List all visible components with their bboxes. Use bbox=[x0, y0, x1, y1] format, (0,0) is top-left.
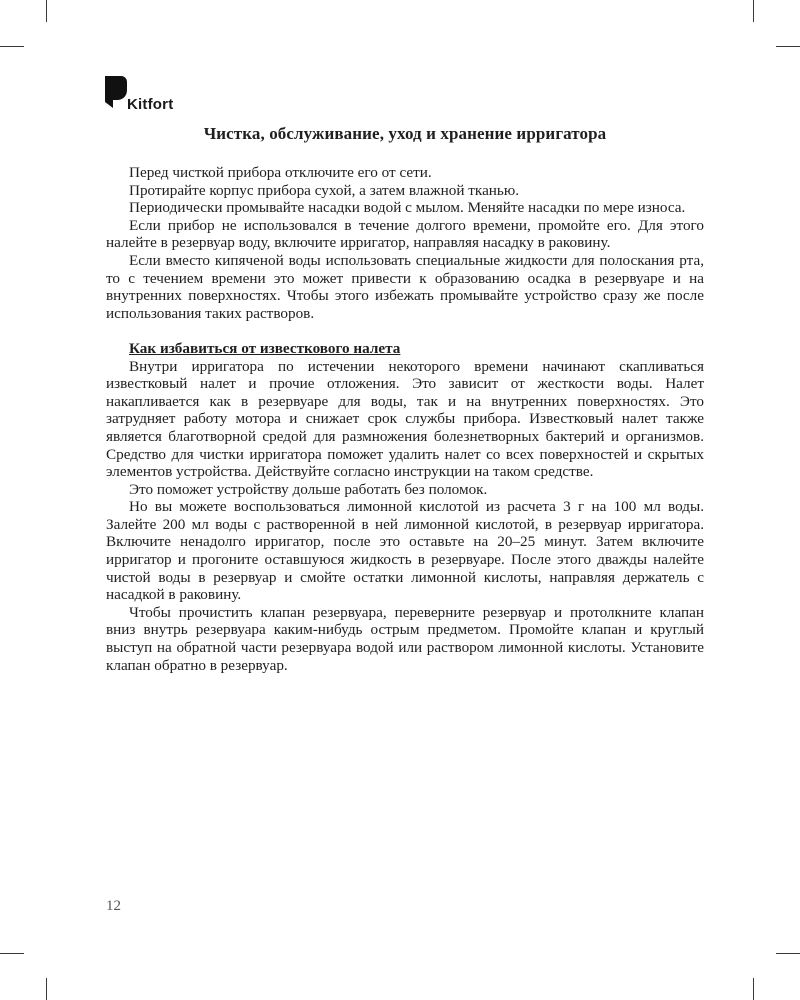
crop-mark bbox=[0, 953, 24, 954]
paragraph: Перед чисткой прибора отключите его от сети. bbox=[129, 164, 432, 181]
paragraph: Если прибор не использовался в течение долгого времени, промойте его. Для этого налейте в резервуар воду, включите ирригатор, направляя насадку в раковину. bbox=[106, 216, 704, 252]
crop-mark bbox=[776, 46, 800, 47]
crop-mark bbox=[46, 978, 47, 1000]
page-title: Чистка, обслуживание, уход и хранение ирригатора bbox=[203, 124, 607, 143]
kitfort-logo-icon bbox=[105, 76, 127, 110]
page-number: 12 bbox=[106, 898, 121, 914]
paragraph: Но вы можете воспользоваться лимонной кислотой из расчета 3 г на 100 мл воды. Залейте 200 мл воды с растворенной в ней лимонной кислотой, в резервуар ирригатора. Включите ненадолго ирригатор, после это оставьте на 20–25 минут. Затем включите ирригатор и прогоните оставшуюся жидкость в резервуаре. После этого дважды налейте чистой воды в резервуар и смойте остатки лимонной кислоты, направляя держатель с насадкой в раковину. bbox=[106, 498, 704, 604]
crop-mark bbox=[753, 0, 754, 22]
crop-mark bbox=[753, 978, 754, 1000]
paragraph: Периодически промывайте насадки водой с мылом. Меняйте насадки по мере износа. bbox=[129, 199, 686, 217]
paragraph: Чтобы прочистить клапан резервуара, переверните резервуар и протолкните клапан вниз внутрь резервуара каким-нибудь острым предметом. Промойте клапан и круглый выступ на обратной части резервуара водой или раствором лимонной кислоты. Установите клапан обратно в резервуар. bbox=[106, 603, 704, 674]
crop-mark bbox=[776, 953, 800, 954]
paragraph: Внутри ирригатора по истечении некоторого времени начинают скапливаться известковый налет и прочие отложения. Это зависит от жесткости воды. Налет накапливается как в резервуаре для воды, так и на внутренних поверхностях. Это затрудняет работу мотора и снижает срок службы прибора. Известковый налет также является благотворной средой для размножения болезнетворных бактерий и организмов. Средство для чистки ирригатора поможет удалить налет со всех поверхностей и скрытых элементов устройства. Действуйте согласно инструкции на таком средстве. bbox=[106, 357, 704, 481]
paragraph: Протирайте корпус прибора сухой, а затем влажной тканью. bbox=[129, 181, 520, 199]
paragraph: Это поможет устройству дольше работать без поломок. bbox=[129, 480, 488, 498]
crop-mark bbox=[0, 46, 24, 47]
document-body bbox=[106, 124, 704, 674]
brand-name: Kitfort bbox=[127, 96, 174, 113]
paragraph: Если вместо кипяченой воды использовать специальные жидкости для полоскания рта, то с течением времени это может привести к образованию осадка в резервуаре и на внутренних поверхностях. Чтобы этого избежать промывайте устройство сразу же после использования таких растворов. bbox=[106, 251, 704, 322]
crop-mark bbox=[46, 0, 47, 22]
section-subheading: Как избавиться от известкового налета bbox=[129, 339, 401, 357]
